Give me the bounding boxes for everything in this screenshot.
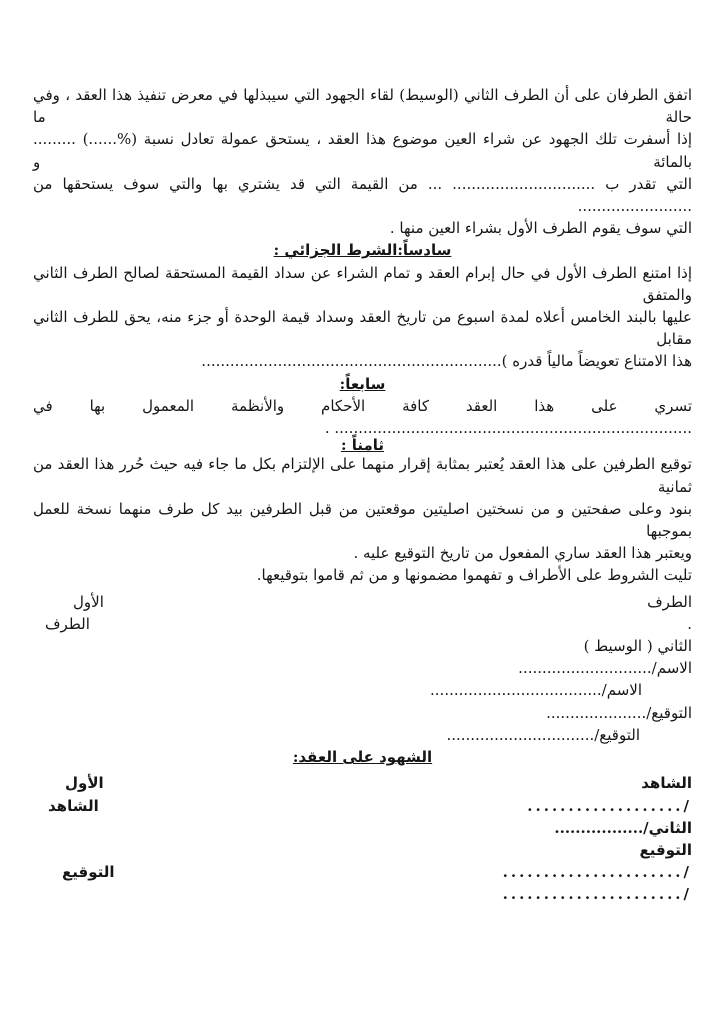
signature-block [33, 591, 692, 746]
contract-line: هذا الامتناع تعويضاً مالياً قدره )............................................................... [201, 352, 692, 371]
contract-line: إذا امتنع الطرف الأول في حال إبرام العقد و تمام الشراء عن سداد القيمة المستحقة لصالح الطرف الثاني والمتفق [33, 263, 692, 304]
witness-signature-row [33, 861, 692, 883]
contract-line: التي تقدر ب .............................. ... من القيمة التي قد يشتري بها والتي سوف يستحقها من ........................ [33, 174, 692, 216]
closing-paragraph [33, 453, 692, 586]
section-heading-eighth: ثامناً : [340, 436, 385, 455]
contract-line: توقيع الطرفين على هذا العقد يُعتبر بمثابة إقرار منهما على الإلتزام بكل ما جاء فيه حيث حُرر هذا العقد من ثمانية [33, 455, 692, 496]
contract-body [33, 84, 692, 906]
second-party-broker-label: الثاني ( الوسيط ) [583, 637, 692, 656]
signature-label: التوقيع [62, 863, 115, 882]
contract-line: اتفق الطرفان على أن الطرف الثاني (الوسيط) لقاء الجهود التي سيبذلها في معرض تنفيذ هذا العقد ، وفي حالة ما [33, 86, 692, 127]
commission-paragraph [33, 84, 692, 239]
witness-signature-field: /...................... [502, 863, 692, 882]
contract-line: التي سوف يقوم الطرف الأول بشراء العين منها . [389, 219, 692, 238]
name-field-first-party: الاسم/............................ [518, 659, 692, 678]
dotted-fill-line: ........................................................................... . [324, 419, 692, 438]
name-field-second-party: الاسم/.................................... [430, 681, 642, 700]
signature-field-first-party: التوقيع/..................... [546, 703, 692, 722]
first-witness-name-row [33, 795, 692, 817]
first-witness-row [33, 772, 692, 794]
contract-line: تسري على هذا العقد كافة الأحكام والأنظمة المعمول بها في [33, 396, 692, 415]
witness-label: الشاهد [48, 796, 99, 815]
witness-signature-row-2 [33, 883, 692, 905]
witness-ordinal: الثاني [648, 818, 692, 837]
witnesses-heading: الشهود على العقد: [292, 748, 433, 767]
witness-signature-label: التوقيع [639, 840, 692, 859]
party-label: الطرف [647, 592, 692, 611]
section-heading-seventh: سابعاً: [339, 374, 386, 393]
period-mark: . [687, 614, 692, 633]
witness-label: الشاهد [641, 774, 692, 793]
witness-ordinal: الأول [65, 774, 104, 793]
witness-name-field: /................... [527, 796, 692, 815]
party-ordinal: الأول [73, 592, 104, 611]
second-party-row-start [33, 613, 692, 635]
witnesses-block [33, 772, 692, 905]
witness-signature-field: /...................... [502, 885, 692, 904]
witness-name-field: /................. [554, 818, 649, 837]
contract-line: عليها بالبند الخامس أعلاه لمدة اسبوع من تاريخ العقد وسداد قيمة الوحدة أو جزء منه، يحق للطرف الثاني مقابل [33, 308, 692, 349]
contract-line: إذا أسفرت تلك الجهود عن شراء العين موضوع هذا العقد ، يستحق عمولة تعادل نسبة (%......) ......... بالمائة و [33, 130, 692, 171]
section-heading-sixth-penalty-clause: سادساً:الشرط الجزائي : [273, 241, 452, 260]
party-label: الطرف [45, 614, 90, 633]
contract-line: ويعتبر هذا العقد ساري المفعول من تاريخ التوقيع عليه . [353, 544, 692, 563]
first-party-row [33, 591, 692, 613]
contract-line: بنود وعلى صفحتين و من نسختين اصليتين موقعتين من قبل الطرفين بيد كل طرف منهما نسخة للعمل بموجبها [33, 499, 692, 541]
contract-line: تليت الشروط على الأطراف و تفهموا مضمونها و من ثم قاموا بتوقيعها. [256, 566, 692, 585]
second-witness-name-row [33, 817, 692, 839]
signature-field-second-party: التوقيع/............................... [446, 725, 640, 744]
penalty-paragraph [33, 262, 692, 373]
